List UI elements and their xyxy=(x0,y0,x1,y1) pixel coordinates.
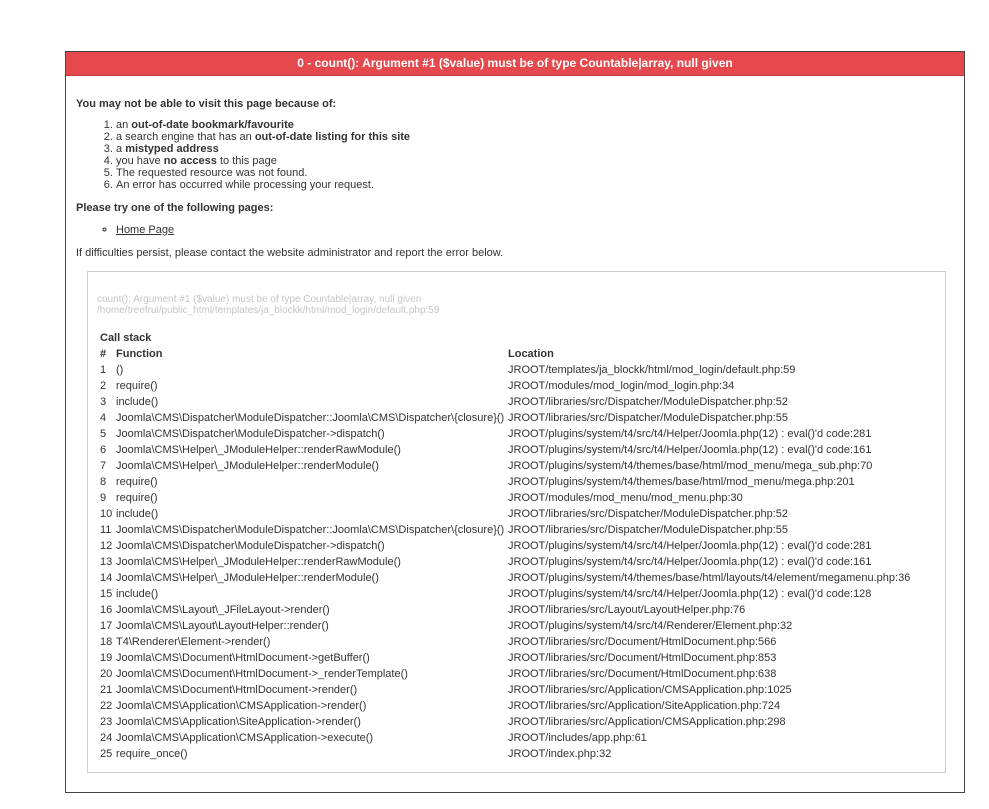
error-title: 0 - count(): Argument #1 ($value) must be of type Countable|array, null given xyxy=(297,56,733,70)
reason-text-suffix: to this page xyxy=(216,155,277,167)
call-stack-table xyxy=(100,346,910,762)
column-header-location: Location xyxy=(508,348,554,360)
reason-text: you have xyxy=(116,155,164,167)
reason-item xyxy=(116,131,964,143)
error-details-box xyxy=(87,271,946,773)
stack-frame-location: JROOT/plugins/system/t4/src/t4/Renderer/Element.php:32 xyxy=(508,620,793,632)
reason-emphasis: mistyped address xyxy=(125,143,219,155)
reason-text: An error has occurred while processing your request. xyxy=(116,179,375,191)
reason-text: a xyxy=(116,143,126,155)
stack-frame-location: JROOT/libraries/src/Dispatcher/ModuleDispatcher.php:55 xyxy=(508,412,789,424)
stack-frame-location: JROOT/modules/mod_menu/mod_menu.php:30 xyxy=(508,492,743,504)
stack-frame-number: 4 xyxy=(100,412,107,424)
stack-frame-location: JROOT/index.php:32 xyxy=(508,748,612,760)
stack-frame-function: include() xyxy=(116,588,159,600)
stack-frame-number: 10 xyxy=(100,508,113,520)
error-file-path: /home/treefrui/public_html/templates/ja_blockk/html/mod_login/default.php:59 xyxy=(97,305,440,316)
reason-text: The requested resource was not found. xyxy=(116,167,308,179)
table-row xyxy=(100,666,910,682)
stack-frame-location: JROOT/libraries/src/Layout/LayoutHelper.php:76 xyxy=(508,604,746,616)
table-row xyxy=(100,490,910,506)
stack-frame-function: Joomla\CMS\Document\HtmlDocument->_renderTemplate() xyxy=(116,668,408,680)
stack-frame-number: 2 xyxy=(100,380,107,392)
persist-message: If difficulties persist, please contact the website administrator and report the error below. xyxy=(76,247,504,259)
home-page-link[interactable]: Home Page xyxy=(116,224,175,236)
stack-frame-location: JROOT/libraries/src/Application/CMSApplication.php:298 xyxy=(508,716,786,728)
stack-frame-location: JROOT/plugins/system/t4/src/t4/Helper/Joomla.php(12) : eval()'d code:161 xyxy=(508,556,872,568)
stack-frame-number: 18 xyxy=(100,636,113,648)
stack-frame-function: Joomla\CMS\Application\CMSApplication->execute() xyxy=(116,732,374,744)
stack-frame-location: JROOT/plugins/system/t4/src/t4/Helper/Joomla.php(12) : eval()'d code:281 xyxy=(508,540,872,552)
list-item xyxy=(116,224,964,236)
reason-emphasis: no access xyxy=(163,155,217,167)
table-row xyxy=(100,474,910,490)
stack-frame-number: 24 xyxy=(100,732,113,744)
stack-frame-function: include() xyxy=(116,396,159,408)
table-row xyxy=(100,634,910,650)
stack-frame-function: Joomla\CMS\Helper\_JModuleHelper::renderRawModule() xyxy=(116,556,401,568)
stack-frame-number: 1 xyxy=(100,364,107,376)
table-row xyxy=(100,394,910,410)
stack-frame-location: JROOT/plugins/system/t4/themes/base/html/layouts/t4/element/megamenu.php:36 xyxy=(508,572,911,584)
table-row xyxy=(100,378,910,394)
table-row xyxy=(100,746,910,762)
table-row xyxy=(100,522,910,538)
error-message xyxy=(97,294,439,316)
stack-frame-location: JROOT/libraries/src/Document/HtmlDocument.php:638 xyxy=(508,668,777,680)
table-row xyxy=(100,538,910,554)
stack-frame-function: () xyxy=(116,364,124,376)
stack-frame-location: JROOT/modules/mod_login/mod_login.php:34 xyxy=(508,380,735,392)
stack-frame-function: require() xyxy=(116,476,158,488)
reason-text: an xyxy=(116,119,132,131)
table-row xyxy=(100,426,910,442)
stack-frame-number: 23 xyxy=(100,716,113,728)
error-page-frame xyxy=(65,51,965,793)
stack-frame-location: JROOT/templates/ja_blockk/html/mod_login/default.php:59 xyxy=(508,364,796,376)
table-row xyxy=(100,698,910,714)
error-content xyxy=(66,98,964,259)
stack-frame-number: 8 xyxy=(100,476,107,488)
error-title-bar xyxy=(66,52,964,76)
table-row xyxy=(100,650,910,666)
stack-frame-function: Joomla\CMS\Layout\_JFileLayout->render() xyxy=(116,604,330,616)
reason-text: a search engine that has an xyxy=(116,131,255,143)
table-header-row xyxy=(100,346,910,362)
stack-frame-number: 3 xyxy=(100,396,107,408)
stack-frame-number: 14 xyxy=(100,572,113,584)
reason-item xyxy=(116,179,964,191)
stack-frame-location: JROOT/plugins/system/t4/themes/base/html/mod_menu/mega_sub.php:70 xyxy=(508,460,873,472)
table-row xyxy=(100,506,910,522)
stack-frame-number: 16 xyxy=(100,604,113,616)
column-header-function: Function xyxy=(116,348,163,360)
table-row xyxy=(100,602,910,618)
stack-frame-number: 13 xyxy=(100,556,113,568)
stack-frame-number: 17 xyxy=(100,620,113,632)
table-row xyxy=(100,618,910,634)
stack-frame-location: JROOT/libraries/src/Dispatcher/ModuleDispatcher.php:52 xyxy=(508,508,789,520)
reason-emphasis: out-of-date bookmark/favourite xyxy=(131,119,294,131)
stack-frame-number: 19 xyxy=(100,652,113,664)
stack-frame-function: Joomla\CMS\Helper\_JModuleHelper::renderRawModule() xyxy=(116,444,401,456)
stack-frame-location: JROOT/plugins/system/t4/themes/base/html/mod_menu/mega.php:201 xyxy=(508,476,855,488)
table-row xyxy=(100,442,910,458)
table-row xyxy=(100,586,910,602)
stack-frame-number: 15 xyxy=(100,588,113,600)
stack-frame-function: require() xyxy=(116,492,158,504)
stack-frame-number: 7 xyxy=(100,460,107,472)
try-pages-heading: Please try one of the following pages: xyxy=(76,202,274,214)
call-stack-title: Call stack xyxy=(100,332,152,344)
column-header-num: # xyxy=(100,348,107,360)
stack-frame-location: JROOT/libraries/src/Application/CMSApplication.php:1025 xyxy=(508,684,792,696)
table-row xyxy=(100,410,910,426)
stack-frame-function: T4\Renderer\Element->render() xyxy=(116,636,271,648)
stack-frame-function: Joomla\CMS\Document\HtmlDocument->render() xyxy=(116,684,358,696)
reason-emphasis: out-of-date listing for this site xyxy=(254,131,411,143)
stack-frame-function: Joomla\CMS\Dispatcher\ModuleDispatcher->dispatch() xyxy=(116,540,385,552)
table-row xyxy=(100,362,910,378)
stack-frame-location: JROOT/libraries/src/Document/HtmlDocument.php:853 xyxy=(508,652,777,664)
stack-frame-location: JROOT/libraries/src/Application/SiteApplication.php:724 xyxy=(508,700,781,712)
stack-frame-function: require_once() xyxy=(116,748,188,760)
reason-item xyxy=(116,143,964,155)
stack-frame-number: 21 xyxy=(100,684,113,696)
error-message-text: count(): Argument #1 ($value) must be of type Countable|array, null given xyxy=(97,294,422,305)
table-row xyxy=(100,682,910,698)
stack-frame-number: 20 xyxy=(100,668,113,680)
call-stack xyxy=(100,330,910,762)
stack-frame-location: JROOT/includes/app.php:61 xyxy=(508,732,647,744)
call-stack-rows xyxy=(100,362,910,762)
stack-frame-location: JROOT/plugins/system/t4/src/t4/Helper/Joomla.php(12) : eval()'d code:281 xyxy=(508,428,872,440)
stack-frame-function: require() xyxy=(116,380,158,392)
stack-frame-location: JROOT/libraries/src/Dispatcher/ModuleDispatcher.php:55 xyxy=(508,524,789,536)
stack-frame-function: Joomla\CMS\Dispatcher\ModuleDispatcher->dispatch() xyxy=(116,428,385,440)
stack-frame-function: Joomla\CMS\Document\HtmlDocument->getBuffer() xyxy=(116,652,370,664)
stack-frame-function: Joomla\CMS\Application\CMSApplication->render() xyxy=(116,700,367,712)
reason-item xyxy=(116,119,964,131)
table-row xyxy=(100,554,910,570)
stack-frame-number: 12 xyxy=(100,540,113,552)
stack-frame-number: 5 xyxy=(100,428,107,440)
stack-frame-number: 22 xyxy=(100,700,113,712)
table-row xyxy=(100,714,910,730)
intro-heading: You may not be able to visit this page because of: xyxy=(76,98,337,110)
stack-frame-function: Joomla\CMS\Helper\_JModuleHelper::renderModule() xyxy=(116,460,379,472)
pages-list xyxy=(76,224,964,236)
stack-frame-location: JROOT/libraries/src/Document/HtmlDocument.php:566 xyxy=(508,636,777,648)
stack-frame-number: 11 xyxy=(100,524,112,536)
stack-frame-location: JROOT/plugins/system/t4/src/t4/Helper/Joomla.php(12) : eval()'d code:161 xyxy=(508,444,872,456)
stack-frame-function: include() xyxy=(116,508,159,520)
stack-frame-function: Joomla\CMS\Layout\LayoutHelper::render() xyxy=(116,620,329,632)
reason-item xyxy=(116,155,964,167)
reasons-list xyxy=(76,119,964,191)
stack-frame-location: JROOT/libraries/src/Dispatcher/ModuleDispatcher.php:52 xyxy=(508,396,789,408)
table-row xyxy=(100,458,910,474)
stack-frame-number: 9 xyxy=(100,492,107,504)
table-row xyxy=(100,730,910,746)
stack-frame-function: Joomla\CMS\Dispatcher\ModuleDispatcher::Joomla\CMS\Dispatcher\{closure}() xyxy=(116,412,505,424)
stack-frame-number: 6 xyxy=(100,444,107,456)
table-row xyxy=(100,570,910,586)
stack-frame-function: Joomla\CMS\Application\SiteApplication->render() xyxy=(116,716,361,728)
stack-frame-function: Joomla\CMS\Helper\_JModuleHelper::renderModule() xyxy=(116,572,379,584)
reason-item xyxy=(116,167,964,179)
stack-frame-function: Joomla\CMS\Dispatcher\ModuleDispatcher::Joomla\CMS\Dispatcher\{closure}() xyxy=(116,524,505,536)
stack-frame-location: JROOT/plugins/system/t4/src/t4/Helper/Joomla.php(12) : eval()'d code:128 xyxy=(508,588,872,600)
stack-frame-number: 25 xyxy=(100,748,113,760)
